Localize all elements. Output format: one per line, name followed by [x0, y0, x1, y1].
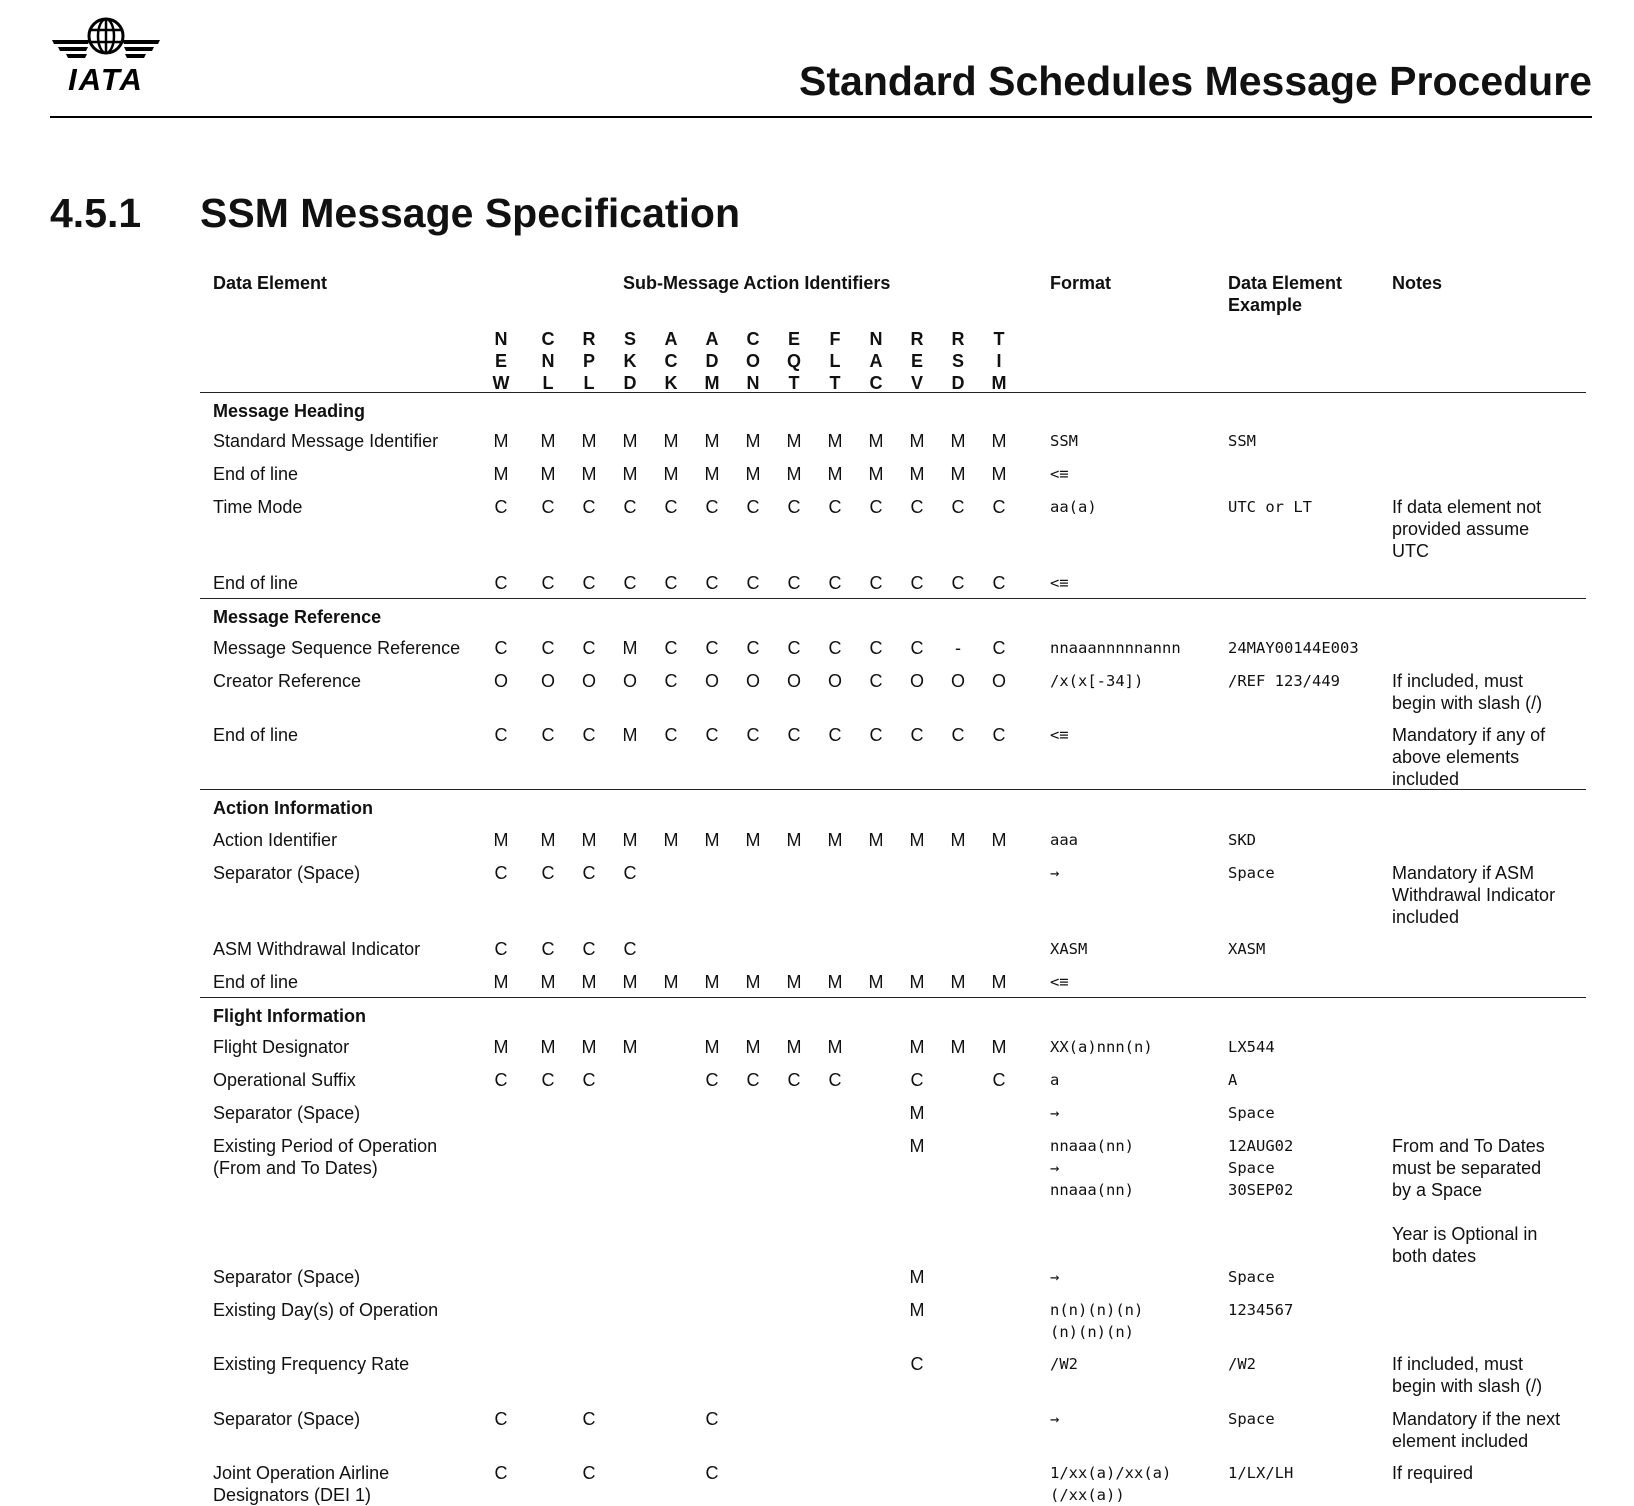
- code-cell: C: [787, 1070, 801, 1090]
- action-code-header: R S D: [951, 329, 965, 393]
- globe-wings-icon: [50, 14, 162, 66]
- code-cell: C: [910, 725, 924, 745]
- code-cell: M: [581, 830, 597, 850]
- format-cell: →: [1050, 864, 1060, 882]
- code-cell: C: [664, 573, 678, 593]
- code-cell: M: [991, 464, 1007, 484]
- code-cell: C: [705, 1409, 719, 1429]
- format-cell: <≡: [1050, 465, 1069, 483]
- code-cell: M: [868, 431, 884, 451]
- code-cell: M: [745, 972, 761, 992]
- code-cell: C: [992, 725, 1006, 745]
- code-cell: M: [909, 1103, 925, 1123]
- code-cell: O: [991, 671, 1006, 691]
- code-cell: C: [494, 497, 508, 517]
- row-label: Separator (Space): [213, 1409, 361, 1429]
- format-cell: nnaaannnnnannn: [1050, 639, 1181, 657]
- section-divider: [200, 997, 1586, 998]
- action-code-header: R E V: [910, 329, 924, 393]
- code-cell: C: [582, 573, 596, 593]
- code-cell: C: [828, 573, 842, 593]
- row-label: Separator (Space): [213, 863, 361, 883]
- format-cell: <≡: [1050, 726, 1069, 744]
- code-cell: C: [992, 638, 1006, 658]
- example-cell: SKD: [1228, 831, 1256, 849]
- code-cell: M: [581, 431, 597, 451]
- code-cell: M: [745, 464, 761, 484]
- format-cell: XX(a)nnn(n): [1050, 1038, 1153, 1056]
- code-cell: C: [541, 497, 555, 517]
- section-title: SSM Message Specification: [200, 190, 741, 236]
- logo-text: IATA: [68, 62, 144, 97]
- code-cell: C: [869, 638, 883, 658]
- code-cell: M: [950, 972, 966, 992]
- page-header: [50, 14, 1592, 118]
- format-cell: a: [1050, 1071, 1060, 1089]
- example-cell: 24MAY00144E003: [1228, 639, 1359, 657]
- row-label: Existing Period of Operation (From and To Dates): [213, 1136, 438, 1178]
- code-cell: M: [493, 972, 509, 992]
- code-cell: M: [827, 1037, 843, 1057]
- example-cell: Space: [1228, 1268, 1275, 1286]
- row-label: Message Sequence Reference: [213, 638, 461, 658]
- code-cell: M: [786, 431, 802, 451]
- example-cell: /W2: [1228, 1355, 1256, 1373]
- code-cell: C: [746, 497, 760, 517]
- format-cell: →: [1050, 1410, 1060, 1428]
- format-cell: aaa: [1050, 831, 1078, 849]
- code-cell: M: [704, 464, 720, 484]
- row-label: Creator Reference: [213, 671, 362, 691]
- action-code-header: N E W: [492, 329, 510, 393]
- row-label: End of line: [213, 972, 299, 992]
- notes-cell: From and To Dates must be separated by a Space Year is Optional in both dates: [1392, 1136, 1545, 1266]
- code-cell: M: [827, 464, 843, 484]
- code-cell: M: [950, 431, 966, 451]
- code-cell: C: [705, 1463, 719, 1483]
- code-cell: M: [909, 431, 925, 451]
- code-cell: C: [746, 725, 760, 745]
- code-cell: M: [991, 830, 1007, 850]
- notes-cell: Mandatory if ASM Withdrawal Indicator included: [1392, 863, 1556, 927]
- code-cell: C: [951, 725, 965, 745]
- code-cell: C: [869, 497, 883, 517]
- code-cell: M: [745, 431, 761, 451]
- code-cell: C: [787, 638, 801, 658]
- row-label: Standard Message Identifier: [213, 431, 439, 451]
- code-cell: C: [705, 725, 719, 745]
- code-cell: M: [868, 972, 884, 992]
- column-header-sub-message: Sub-Message Action Identifiers: [623, 273, 891, 293]
- code-cell: M: [991, 972, 1007, 992]
- example-cell: SSM: [1228, 432, 1256, 450]
- code-cell: O: [493, 671, 508, 691]
- code-cell: M: [622, 638, 638, 658]
- section-divider: [200, 598, 1586, 599]
- code-cell: C: [541, 638, 555, 658]
- code-cell: O: [909, 671, 924, 691]
- code-cell: M: [622, 725, 638, 745]
- code-cell: C: [746, 573, 760, 593]
- example-cell: 1/LX/LH: [1228, 1464, 1294, 1482]
- code-cell: M: [493, 464, 509, 484]
- code-cell: C: [623, 497, 637, 517]
- section-number: 4.5.1: [50, 190, 142, 236]
- notes-cell: If included, must begin with slash (/): [1392, 1354, 1543, 1396]
- code-cell: M: [493, 830, 509, 850]
- code-cell: C: [828, 497, 842, 517]
- code-cell: C: [787, 725, 801, 745]
- code-cell: M: [622, 1037, 638, 1057]
- code-cell: C: [582, 497, 596, 517]
- code-cell: C: [869, 573, 883, 593]
- code-cell: M: [540, 431, 556, 451]
- row-label: Flight Designator: [213, 1037, 350, 1057]
- example-cell: LX544: [1228, 1038, 1275, 1056]
- code-cell: M: [622, 972, 638, 992]
- code-cell: C: [582, 725, 596, 745]
- code-cell: C: [869, 725, 883, 745]
- code-cell: C: [705, 638, 719, 658]
- code-cell: M: [786, 830, 802, 850]
- code-cell: C: [664, 671, 678, 691]
- code-cell: C: [746, 638, 760, 658]
- action-code-header: R P L: [582, 329, 596, 393]
- format-cell: <≡: [1050, 973, 1069, 991]
- action-code-header: E Q T: [786, 329, 801, 393]
- column-header-example: Data Element Example: [1228, 273, 1343, 315]
- example-cell: Space: [1228, 1410, 1275, 1428]
- code-cell: M: [991, 1037, 1007, 1057]
- code-cell: C: [705, 573, 719, 593]
- code-cell: C: [494, 638, 508, 658]
- code-cell: O: [827, 671, 842, 691]
- code-cell: M: [868, 830, 884, 850]
- code-cell: C: [623, 863, 637, 883]
- code-cell: M: [786, 1037, 802, 1057]
- code-cell: M: [950, 830, 966, 850]
- code-cell: M: [663, 431, 679, 451]
- code-cell: M: [909, 1300, 925, 1320]
- code-cell: C: [623, 939, 637, 959]
- code-cell: C: [746, 1070, 760, 1090]
- code-cell: M: [909, 1037, 925, 1057]
- code-cell: O: [540, 671, 555, 691]
- notes-cell: If data element not provided assume UTC: [1392, 497, 1542, 561]
- action-code-header: T I M: [991, 329, 1007, 393]
- code-cell: C: [582, 638, 596, 658]
- column-header-notes: Notes: [1392, 273, 1443, 293]
- code-cell: C: [664, 725, 678, 745]
- code-cell: O: [786, 671, 801, 691]
- code-cell: C: [494, 1409, 508, 1429]
- example-cell: Space: [1228, 864, 1275, 882]
- code-cell: C: [541, 863, 555, 883]
- code-cell: M: [786, 464, 802, 484]
- row-label: Existing Day(s) of Operation: [213, 1300, 439, 1320]
- action-code-header: S K D: [623, 329, 637, 393]
- example-cell: A: [1228, 1071, 1238, 1089]
- code-cell: M: [622, 464, 638, 484]
- code-cell: C: [582, 939, 596, 959]
- code-cell: M: [950, 464, 966, 484]
- code-cell: C: [787, 497, 801, 517]
- code-cell: C: [664, 497, 678, 517]
- row-label: Separator (Space): [213, 1103, 361, 1123]
- code-cell: C: [910, 1354, 924, 1374]
- code-cell: C: [582, 1463, 596, 1483]
- group-title: Action Information: [213, 798, 373, 818]
- code-cell: C: [582, 863, 596, 883]
- code-cell: M: [540, 972, 556, 992]
- code-cell: M: [663, 830, 679, 850]
- format-cell: SSM: [1050, 432, 1078, 450]
- code-cell: M: [909, 1267, 925, 1287]
- code-cell: C: [582, 1409, 596, 1429]
- code-cell: M: [745, 1037, 761, 1057]
- code-cell: M: [663, 972, 679, 992]
- code-cell: M: [909, 972, 925, 992]
- code-cell: C: [541, 939, 555, 959]
- format-cell: →: [1050, 1104, 1060, 1122]
- code-cell: M: [622, 830, 638, 850]
- format-cell: →: [1050, 1268, 1060, 1286]
- row-label: End of line: [213, 725, 299, 745]
- format-cell: 1/xx(a)/xx(a) (/xx(a)): [1050, 1464, 1172, 1504]
- code-cell: O: [745, 671, 760, 691]
- column-header-data-element: Data Element: [213, 273, 328, 293]
- code-cell: O: [581, 671, 596, 691]
- row-label: Separator (Space): [213, 1267, 361, 1287]
- code-cell: -: [955, 638, 961, 658]
- row-label: Existing Frequency Rate: [213, 1354, 410, 1374]
- code-cell: C: [869, 671, 883, 691]
- row-label: End of line: [213, 573, 299, 593]
- code-cell: C: [705, 497, 719, 517]
- code-cell: M: [704, 830, 720, 850]
- code-cell: C: [494, 863, 508, 883]
- code-cell: M: [493, 431, 509, 451]
- code-cell: M: [909, 464, 925, 484]
- code-cell: C: [664, 638, 678, 658]
- code-cell: C: [910, 638, 924, 658]
- example-cell: UTC or LT: [1228, 498, 1312, 516]
- action-code-header: C N L: [541, 329, 555, 393]
- code-cell: O: [704, 671, 719, 691]
- code-cell: M: [622, 431, 638, 451]
- code-cell: M: [868, 464, 884, 484]
- document-title: Standard Schedules Message Procedure: [799, 58, 1592, 104]
- notes-cell: If included, must begin with slash (/): [1392, 671, 1543, 713]
- example-cell: XASM: [1228, 940, 1266, 958]
- code-cell: C: [541, 1070, 555, 1090]
- format-cell: <≡: [1050, 574, 1069, 592]
- code-cell: C: [582, 1070, 596, 1090]
- code-cell: M: [786, 972, 802, 992]
- code-cell: C: [828, 725, 842, 745]
- action-code-header: N A C: [869, 329, 883, 393]
- code-cell: C: [494, 573, 508, 593]
- section-divider: [200, 789, 1586, 790]
- code-cell: C: [992, 497, 1006, 517]
- action-code-header: F L T: [829, 329, 841, 393]
- code-cell: M: [663, 464, 679, 484]
- notes-cell: If required: [1392, 1463, 1474, 1483]
- code-cell: C: [623, 573, 637, 593]
- group-title: Message Reference: [213, 607, 382, 627]
- format-cell: nnaaa(nn) → nnaaa(nn): [1050, 1137, 1134, 1199]
- notes-cell: Mandatory if the next element included: [1392, 1409, 1561, 1451]
- example-cell: /REF 123/449: [1228, 672, 1340, 690]
- code-cell: C: [910, 1070, 924, 1090]
- code-cell: C: [787, 573, 801, 593]
- code-cell: C: [910, 573, 924, 593]
- example-cell: 12AUG02 Space 30SEP02: [1228, 1137, 1294, 1199]
- code-cell: M: [991, 431, 1007, 451]
- group-title: Message Heading: [213, 401, 366, 421]
- code-cell: M: [827, 431, 843, 451]
- code-cell: M: [581, 972, 597, 992]
- section-divider: [200, 392, 1586, 393]
- column-header-format: Format: [1050, 273, 1112, 293]
- code-cell: C: [992, 1070, 1006, 1090]
- code-cell: C: [910, 497, 924, 517]
- format-cell: XASM: [1050, 940, 1088, 958]
- code-cell: C: [828, 638, 842, 658]
- code-cell: M: [950, 1037, 966, 1057]
- code-cell: O: [622, 671, 637, 691]
- row-label: Operational Suffix: [213, 1070, 356, 1090]
- code-cell: M: [540, 1037, 556, 1057]
- example-cell: Space: [1228, 1104, 1275, 1122]
- action-code-header: A D M: [704, 329, 720, 393]
- row-label: Action Identifier: [213, 830, 338, 850]
- format-cell: n(n)(n)(n) (n)(n)(n): [1050, 1301, 1144, 1341]
- code-cell: M: [827, 830, 843, 850]
- code-cell: C: [951, 497, 965, 517]
- row-label: Joint Operation Airline Designators (DEI 1): [213, 1463, 390, 1505]
- code-cell: C: [494, 1070, 508, 1090]
- action-code-header: A C K: [664, 329, 678, 393]
- row-label: End of line: [213, 464, 299, 484]
- code-cell: C: [705, 1070, 719, 1090]
- code-cell: M: [827, 972, 843, 992]
- code-cell: M: [540, 464, 556, 484]
- code-cell: M: [581, 1037, 597, 1057]
- row-label: ASM Withdrawal Indicator: [213, 939, 421, 959]
- code-cell: C: [828, 1070, 842, 1090]
- row-label: Time Mode: [213, 497, 303, 517]
- code-cell: M: [909, 1136, 925, 1156]
- code-cell: C: [992, 573, 1006, 593]
- code-cell: C: [951, 573, 965, 593]
- code-cell: M: [540, 830, 556, 850]
- code-cell: M: [909, 830, 925, 850]
- iata-logo: [50, 14, 162, 97]
- code-cell: M: [581, 464, 597, 484]
- format-cell: /W2: [1050, 1355, 1078, 1373]
- action-code-header: C O N: [745, 329, 760, 393]
- code-cell: C: [541, 725, 555, 745]
- code-cell: C: [494, 939, 508, 959]
- code-cell: M: [493, 1037, 509, 1057]
- code-cell: C: [494, 725, 508, 745]
- code-cell: M: [745, 830, 761, 850]
- code-cell: M: [704, 431, 720, 451]
- code-cell: O: [950, 671, 965, 691]
- format-cell: /x(x[-34]): [1050, 672, 1144, 690]
- example-cell: 1234567: [1228, 1301, 1294, 1319]
- notes-cell: Mandatory if any of above elements included: [1392, 725, 1546, 789]
- code-cell: C: [541, 573, 555, 593]
- format-cell: aa(a): [1050, 498, 1097, 516]
- code-cell: M: [704, 972, 720, 992]
- group-title: Flight Information: [213, 1006, 366, 1026]
- code-cell: M: [704, 1037, 720, 1057]
- code-cell: C: [494, 1463, 508, 1483]
